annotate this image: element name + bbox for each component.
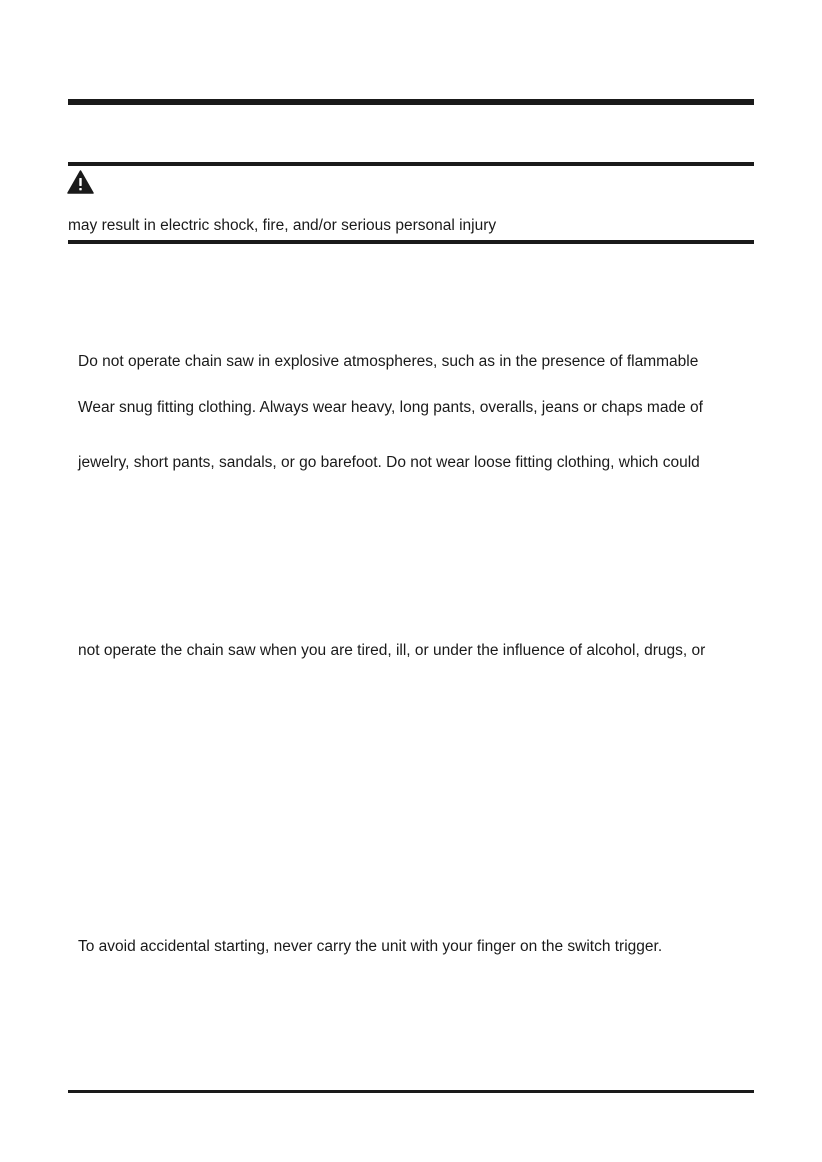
body-line: Wear snug fitting clothing. Always wear heavy, long pants, overalls, jeans or chaps made of bbox=[78, 399, 703, 416]
top-heavy-rule bbox=[68, 99, 754, 105]
body-line: jewelry, short pants, sandals, or go barefoot. Do not wear loose fitting clothing, which could bbox=[78, 454, 700, 471]
body-line: not operate the chain saw when you are tired, ill, or under the influence of alcohol, drugs, or bbox=[78, 642, 706, 659]
warning-box-top-rule bbox=[68, 162, 754, 166]
bottom-rule bbox=[68, 1090, 754, 1093]
warning-box-bottom-rule bbox=[68, 240, 754, 244]
warning-triangle-icon bbox=[67, 170, 94, 194]
warning-text: may result in electric shock, fire, and/or serious personal injury bbox=[68, 217, 497, 234]
body-line: To avoid accidental starting, never carry the unit with your finger on the switch trigger. bbox=[78, 938, 663, 955]
body-line: Do not operate chain saw in explosive atmospheres, such as in the presence of flammable bbox=[78, 353, 699, 370]
